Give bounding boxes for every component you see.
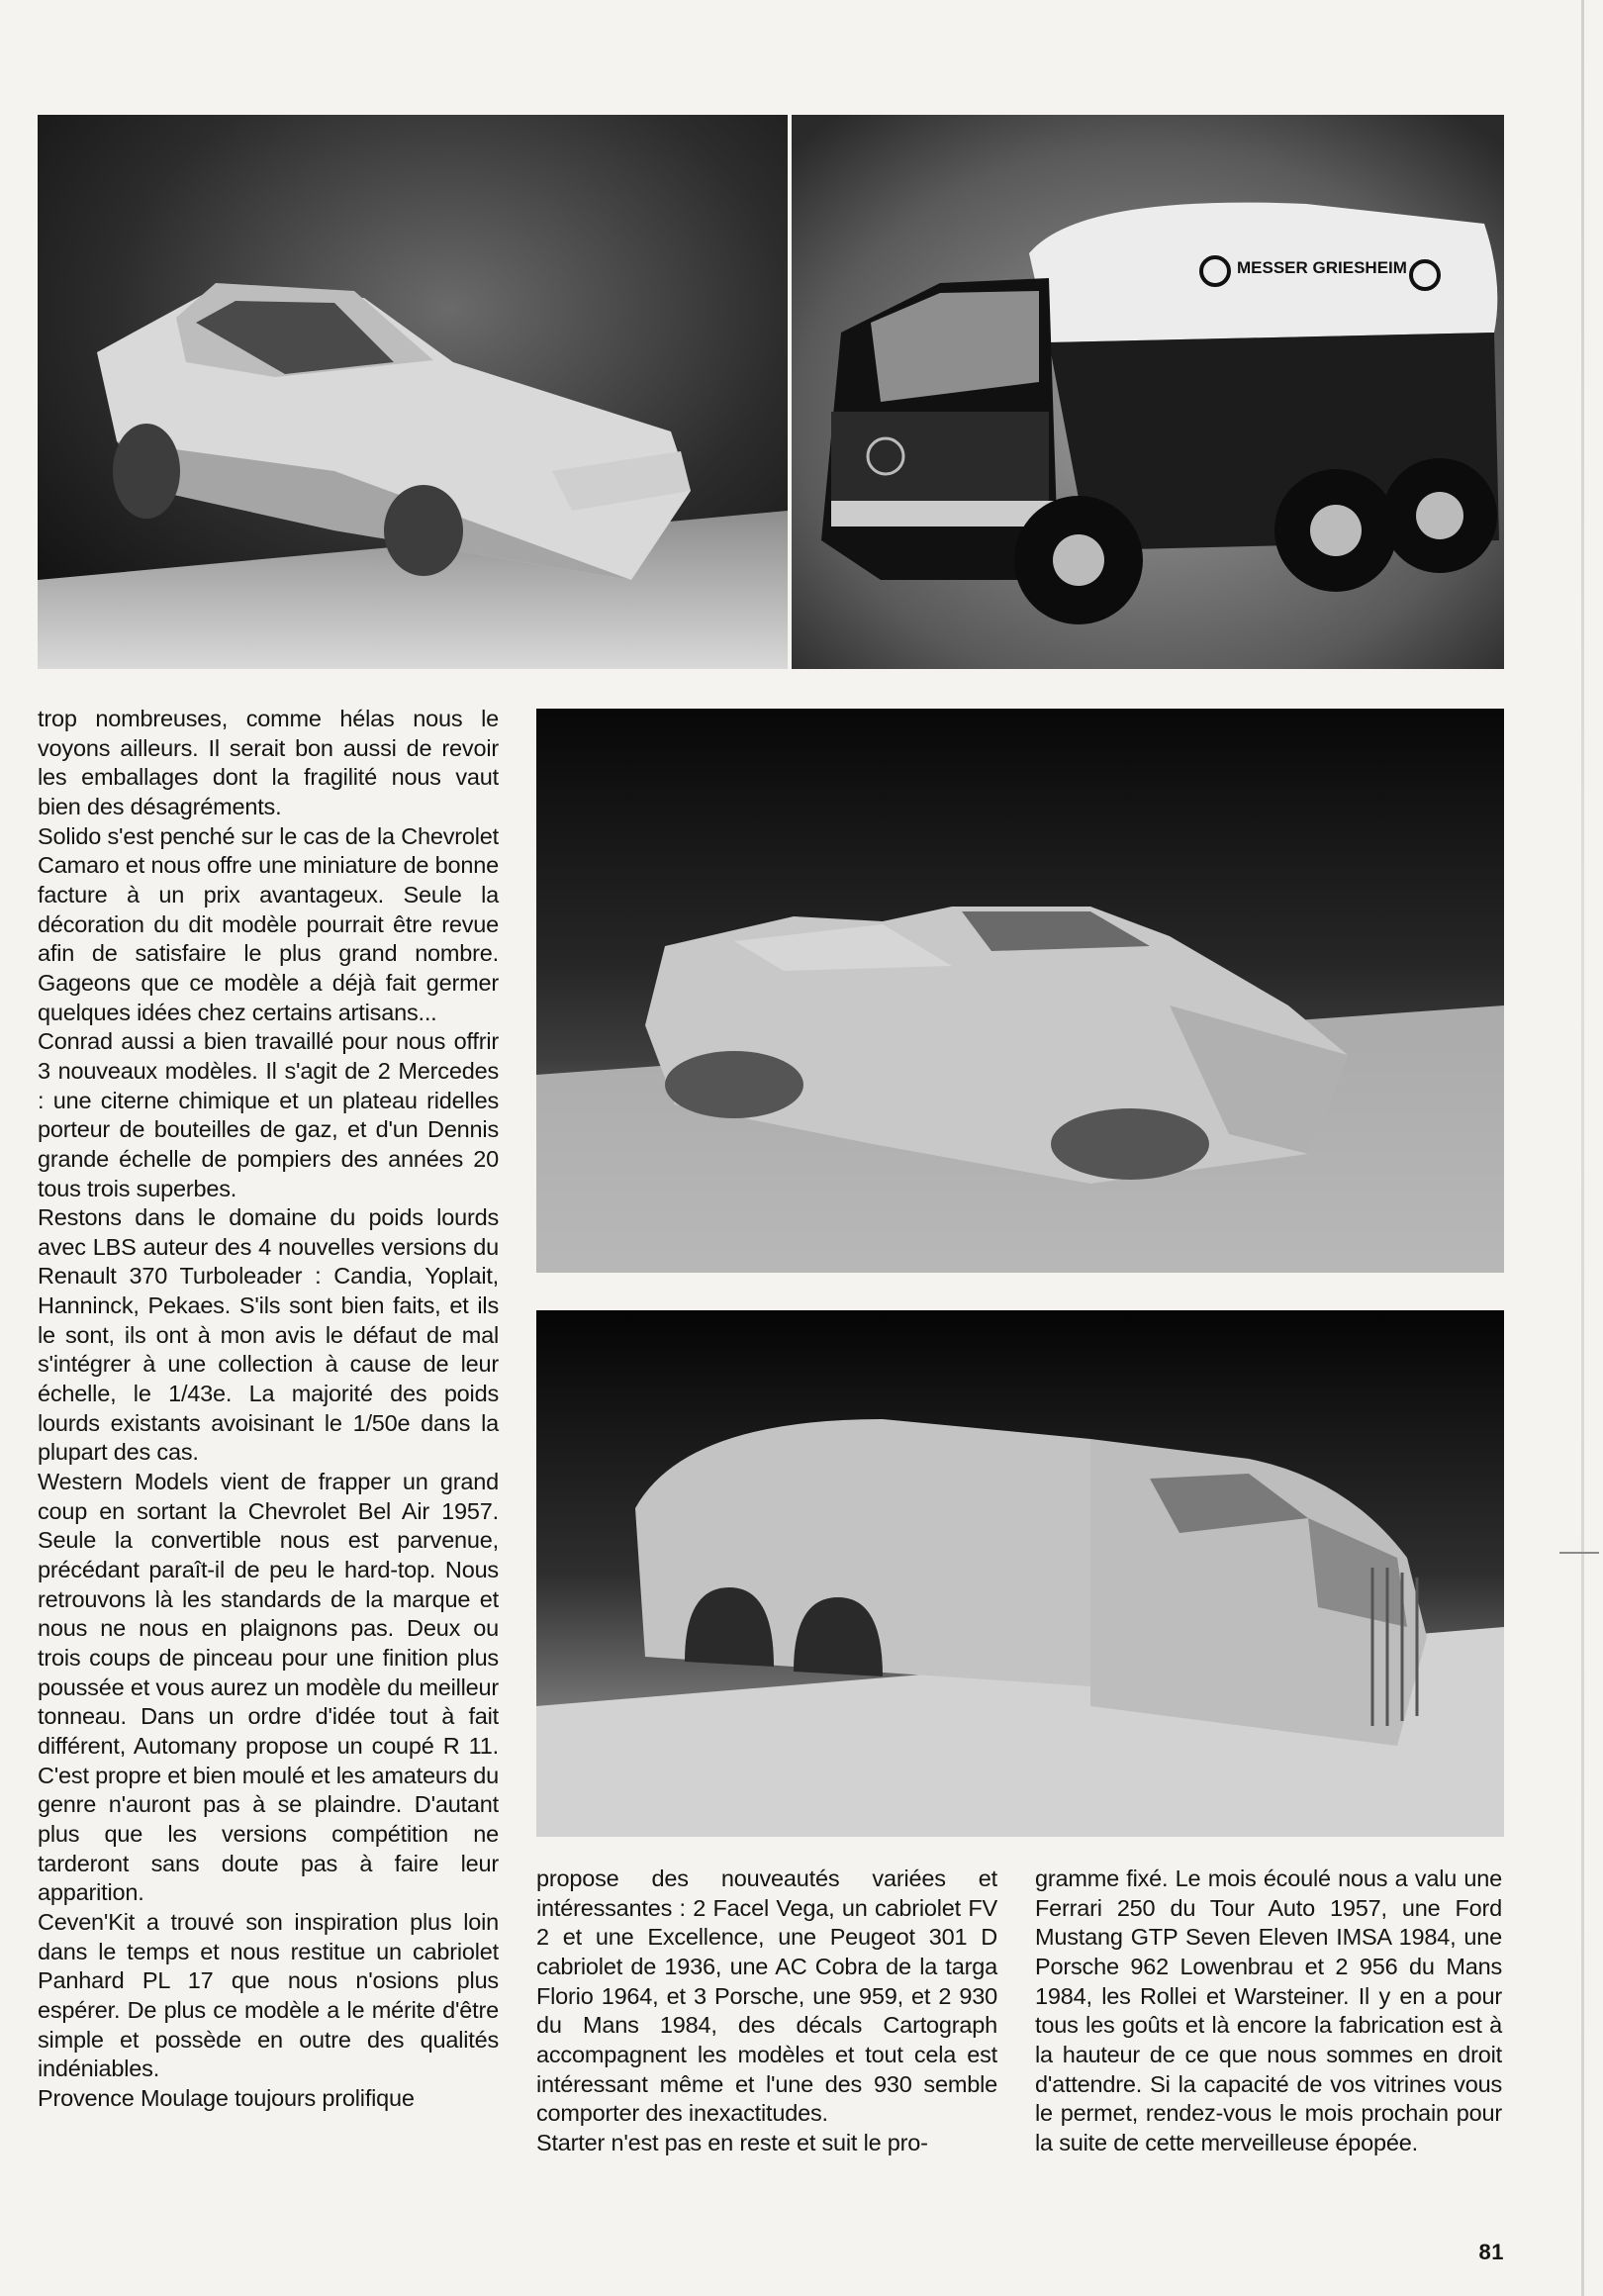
text-column-middle	[536, 1865, 997, 2158]
text-column-left	[38, 705, 499, 2114]
page-number: 81	[1478, 2240, 1504, 2264]
tanker-truck-model-icon	[792, 115, 1504, 669]
photo-vintage-tanker	[536, 1310, 1504, 1837]
paragraph: Conrad aussi a bien travaillé pour nous offrir 3 nouveaux modèles. Il s'agit de 2 Mercedes : une citerne chimique et un plateau ridelles porteur de bouteilles de gaz, et d'un Dennis grande échelle de pompiers des années 20 tous trois superbes.	[38, 1028, 499, 1201]
margin-rule	[1559, 1552, 1599, 1554]
photo-cabriolet	[536, 709, 1504, 1273]
paragraph: Provence Moulage toujours prolifique	[38, 2084, 415, 2111]
text-column-right	[1035, 1865, 1502, 2158]
photo-sedan	[38, 115, 788, 669]
cabriolet-model-icon	[536, 709, 1504, 1273]
paragraph: gramme fixé. Le mois écoulé nous a valu une Ferrari 250 du Tour Auto 1957, une Ford Mustang GTP Seven Eleven IMSA 1984, une Porsche 962 Lowenbrau et 2 956 du Mans 1984, les Rollei et Warsteiner. Il y en a pour tous les goûts et là encore la fabrication est à la hauteur de ce que nous sommes en droit d'attendre. Si la capacité de vos vitrines vous le permet, rendez-vous le mois prochain pour la suite de cette merveilleuse épopée.	[1035, 1866, 1502, 2155]
paragraph: Restons dans le domaine du poids lourds avec LBS auteur des 4 nouvelles versions du Renault 370 Turboleader : Candia, Yoplait, Hanninck, Pekaes. S'ils sont bien faits, et ils le sont, ils ont à mon avis le défaut de mal s'intégrer à une collection à cause de leur échelle, le 1/43e. La majorité des poids lourds existants avoisinant le 1/50e dans la plupart des cas.	[38, 1204, 499, 1466]
paragraph: Starter n'est pas en reste et suit le pro-	[536, 2129, 928, 2155]
paragraph: trop nombreuses, comme hélas nous le voyons ailleurs. Il serait bon aussi de revoir les emballages dont la fragilité nous vaut bien des désagréments.	[38, 706, 499, 819]
truck-tank-lettering: MESSER GRIESHEIM	[1237, 258, 1407, 277]
paragraph: Western Models vient de frapper un grand coup en sortant la Chevrolet Bel Air 1957. Seule la convertible nous est parvenue, précédant paraît-il de peu le hard-top. Nous retrouvons là les standards de la marque et nous ne nous en plaignons pas. Deux ou trois coups de pinceau pour une finition plus poussée et vous aurez un modèle du meilleur tonneau. Dans un ordre d'idée tout à fait différent, Automany propose un coupé R 11. C'est propre et bien moulé et les amateurs du genre n'auront pas à se plaindre. D'autant plus que les versions compétition ne tarderont sans doute pas à faire leur apparition.	[38, 1469, 499, 1906]
photo-tanker-truck	[792, 115, 1504, 669]
paragraph: Solido s'est penché sur le cas de la Chevrolet Camaro et nous offre une miniature de bonne facture à un prix avantageux. Seule la décoration du dit modèle pourrait être revue afin de satisfaire le plus grand nombre. Gageons que ce modèle a déjà fait germer quelques idées chez certains artisans...	[38, 822, 499, 1025]
vintage-tanker-model-icon	[536, 1310, 1504, 1837]
page-edge-shadow	[1581, 0, 1584, 2296]
sedan-model-icon	[38, 115, 788, 669]
paragraph: Ceven'Kit a trouvé son inspiration plus loin dans le temps et nous restitue un cabriolet Panhard PL 17 que nous n'osions plus espérer. De plus ce modèle a le mérite d'être simple et possède en outre des qualités indéniables.	[38, 1908, 499, 2082]
paragraph: propose des nouveautés variées et intéressantes : 2 Facel Vega, un cabriolet FV 2 et une Excellence, une Peugeot 301 D cabriolet de 1936, une AC Cobra de la targa Florio 1964, et 3 Porsche, une 959, et 2 930 du Mans 1984, des décals Cartograph accompagnent les modèles et tout cela est intéressant même et l'une des 930 semble comporter des inexactitudes.	[536, 1866, 997, 2127]
